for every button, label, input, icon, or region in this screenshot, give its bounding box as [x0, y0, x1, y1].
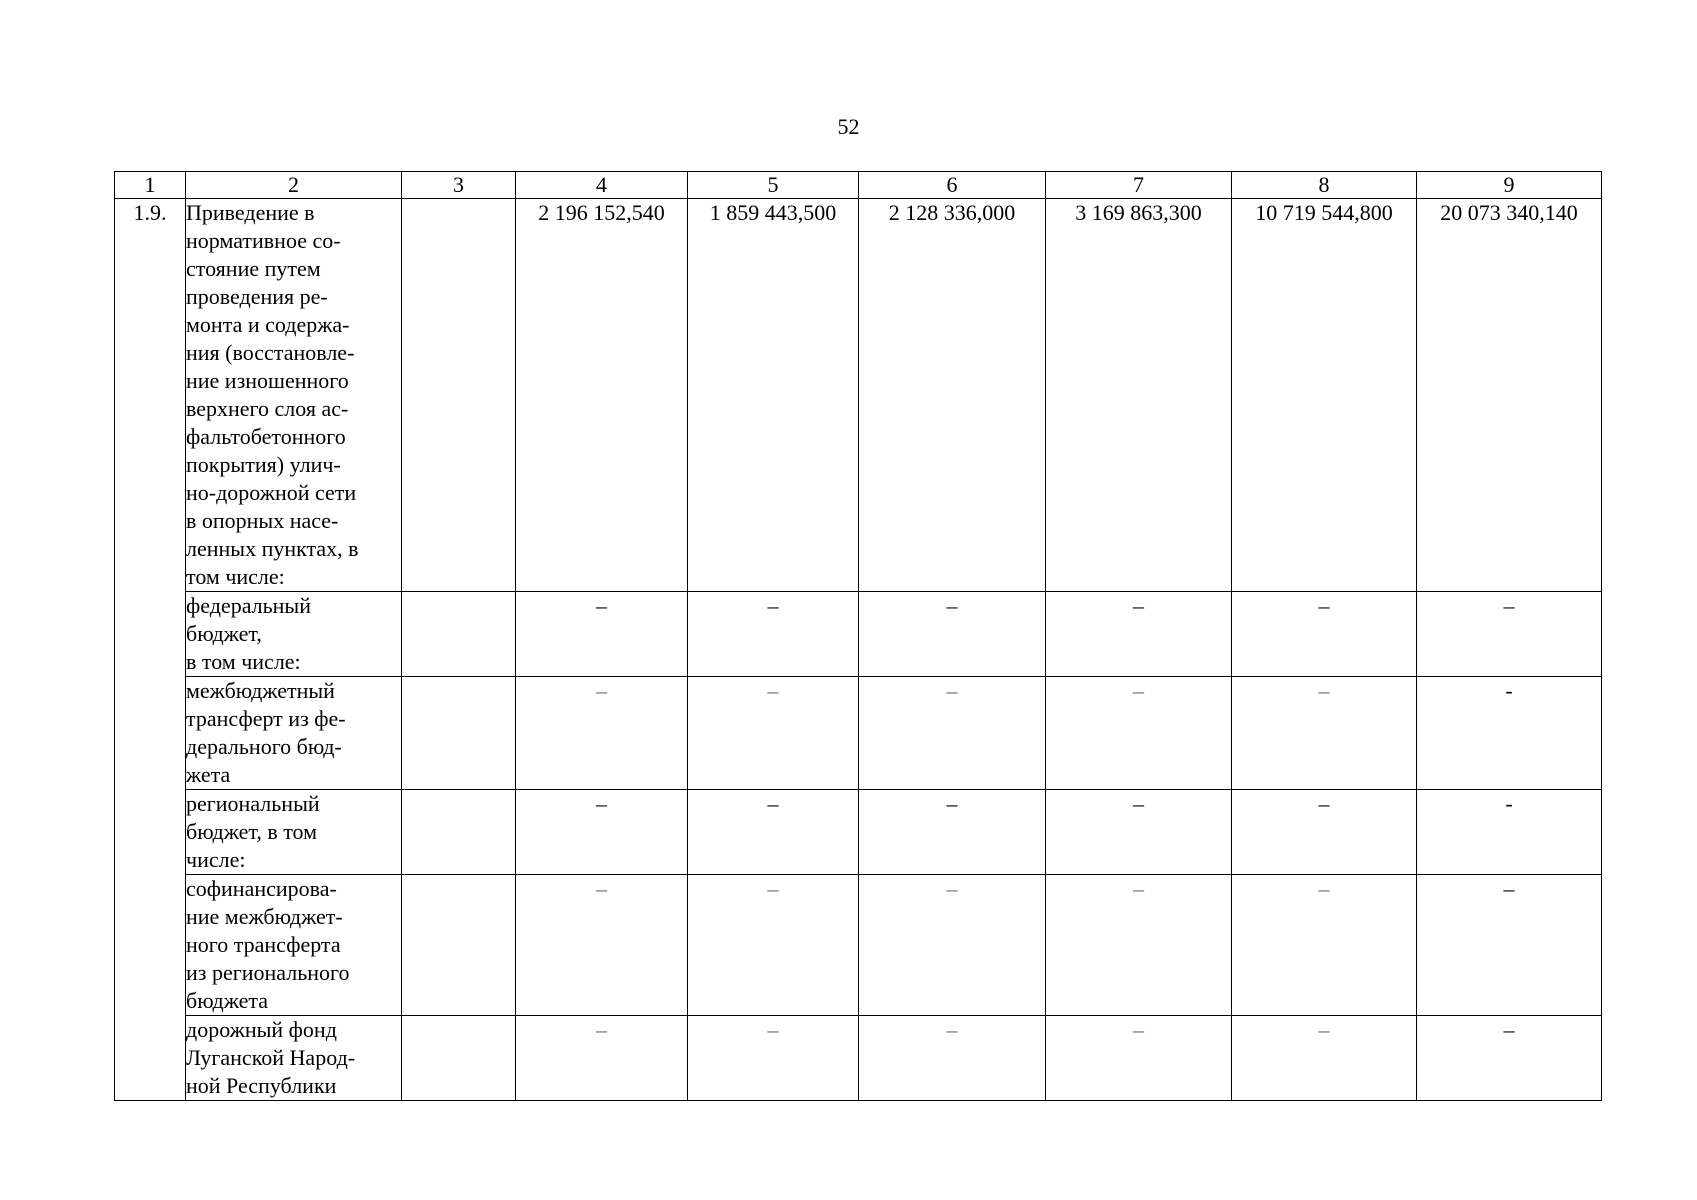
- row-name-line: ной Республики: [186, 1073, 337, 1098]
- value-cell-col5: –: [688, 875, 859, 1016]
- value-cell-col6: –: [859, 1016, 1046, 1101]
- value-cell-col8: –: [1232, 592, 1417, 677]
- row-name-cell: [186, 199, 402, 592]
- value-cell-col9: –: [1417, 1016, 1602, 1101]
- value-cell-col6: 2 128 336,000: [859, 199, 1046, 592]
- header-cell-9: 9: [1417, 172, 1602, 199]
- row-name-line: межбюджетный: [186, 678, 335, 703]
- header-cell-5: 5: [688, 172, 859, 199]
- value-cell-col4: 2 196 152,540: [516, 199, 688, 592]
- value-cell-col6: –: [859, 592, 1046, 677]
- header-cell-8: 8: [1232, 172, 1417, 199]
- row-name-cell: [186, 592, 402, 677]
- row-name-line: нормативное со-: [186, 228, 341, 253]
- row-name-line: бюджета: [186, 988, 269, 1013]
- row-name-line: Приведение в: [186, 200, 315, 225]
- col3-cell: [402, 677, 516, 790]
- col3-cell: [402, 199, 516, 592]
- value-cell-col5: 1 859 443,500: [688, 199, 859, 592]
- value-cell-col7: –: [1046, 677, 1232, 790]
- value-cell-col5: –: [688, 592, 859, 677]
- table-row: [115, 199, 1602, 592]
- table-row: [115, 1016, 1602, 1101]
- value-cell-col5: –: [688, 790, 859, 875]
- row-name-line: дерального бюд-: [186, 734, 342, 759]
- row-name-line: том числе:: [186, 564, 285, 589]
- row-name-line: но-дорожной сети: [186, 480, 357, 505]
- header-cell-3: 3: [402, 172, 516, 199]
- row-name-cell: [186, 677, 402, 790]
- row-name-cell: [186, 875, 402, 1016]
- table-row: [115, 790, 1602, 875]
- value-cell-col4: –: [516, 1016, 688, 1101]
- row-name-cell: [186, 1016, 402, 1101]
- value-cell-col7: –: [1046, 592, 1232, 677]
- table-row: [115, 592, 1602, 677]
- row-name-line: региональный: [186, 791, 320, 816]
- value-cell-col9: -: [1417, 790, 1602, 875]
- value-cell-col7: –: [1046, 875, 1232, 1016]
- row-name-line: верхнего слоя ас-: [186, 396, 349, 421]
- value-cell-col8: –: [1232, 677, 1417, 790]
- value-cell-col9: -: [1417, 677, 1602, 790]
- row-name-line: дорожный фонд: [186, 1017, 337, 1042]
- item-number: 1.9.: [115, 199, 186, 1101]
- value-cell-col7: –: [1046, 790, 1232, 875]
- value-cell-col7: –: [1046, 1016, 1232, 1101]
- row-name-line: софинансирова-: [186, 876, 337, 901]
- row-name-cell: [186, 790, 402, 875]
- value-cell-col8: –: [1232, 790, 1417, 875]
- row-name-line: ние изношенного: [186, 368, 349, 393]
- row-name-line: покрытия) улич-: [186, 452, 341, 477]
- value-cell-col9: –: [1417, 875, 1602, 1016]
- row-name-line: ленных пунктах, в: [186, 536, 359, 561]
- row-name-line: бюджет,: [186, 621, 262, 646]
- value-cell-col9: –: [1417, 592, 1602, 677]
- row-name-line: из регионального: [186, 960, 350, 985]
- header-row: [115, 172, 1602, 199]
- row-name-line: фальтобетонного: [186, 424, 346, 449]
- header-cell-4: 4: [516, 172, 688, 199]
- table-row: [115, 677, 1602, 790]
- row-name-line: ние межбюджет-: [186, 904, 343, 929]
- row-name-line: монта и содержа-: [186, 312, 350, 337]
- header-cell-7: 7: [1046, 172, 1232, 199]
- row-name-line: федеральный: [186, 593, 311, 618]
- row-name-line: жета: [186, 762, 231, 787]
- table-row: [115, 875, 1602, 1016]
- row-name-line: стояние путем: [186, 256, 321, 281]
- row-name-line: бюджет, в том: [186, 819, 318, 844]
- page-number: 52: [837, 114, 860, 139]
- col3-cell: [402, 790, 516, 875]
- value-cell-col8: 10 719 544,800: [1232, 199, 1417, 592]
- value-cell-col8: –: [1232, 875, 1417, 1016]
- col3-cell: [402, 1016, 516, 1101]
- row-name-line: Луганской Народ-: [186, 1045, 356, 1070]
- row-name-line: ного трансферта: [186, 932, 341, 957]
- row-name-line: числе:: [186, 847, 246, 872]
- row-name-line: трансферт из фе-: [186, 706, 346, 731]
- header-cell-6: 6: [859, 172, 1046, 199]
- row-name-line: проведения ре-: [186, 284, 328, 309]
- col3-cell: [402, 875, 516, 1016]
- value-cell-col9: 20 073 340,140: [1417, 199, 1602, 592]
- value-cell-col4: –: [516, 592, 688, 677]
- row-name-line: в том числе:: [186, 649, 301, 674]
- header-cell-2: 2: [186, 172, 402, 199]
- value-cell-col6: –: [859, 875, 1046, 1016]
- value-cell-col5: –: [688, 677, 859, 790]
- table-body: [115, 199, 1602, 1101]
- value-cell-col8: –: [1232, 1016, 1417, 1101]
- value-cell-col5: –: [688, 1016, 859, 1101]
- col3-cell: [402, 592, 516, 677]
- budget-table: [114, 171, 1602, 1101]
- row-name-line: ния (восстановле-: [186, 340, 355, 365]
- value-cell-col4: –: [516, 677, 688, 790]
- row-name-line: в опорных насе-: [186, 508, 339, 533]
- value-cell-col6: –: [859, 790, 1046, 875]
- value-cell-col6: –: [859, 677, 1046, 790]
- value-cell-col4: –: [516, 875, 688, 1016]
- header-cell-1: 1: [115, 172, 186, 199]
- value-cell-col7: 3 169 863,300: [1046, 199, 1232, 592]
- value-cell-col4: –: [516, 790, 688, 875]
